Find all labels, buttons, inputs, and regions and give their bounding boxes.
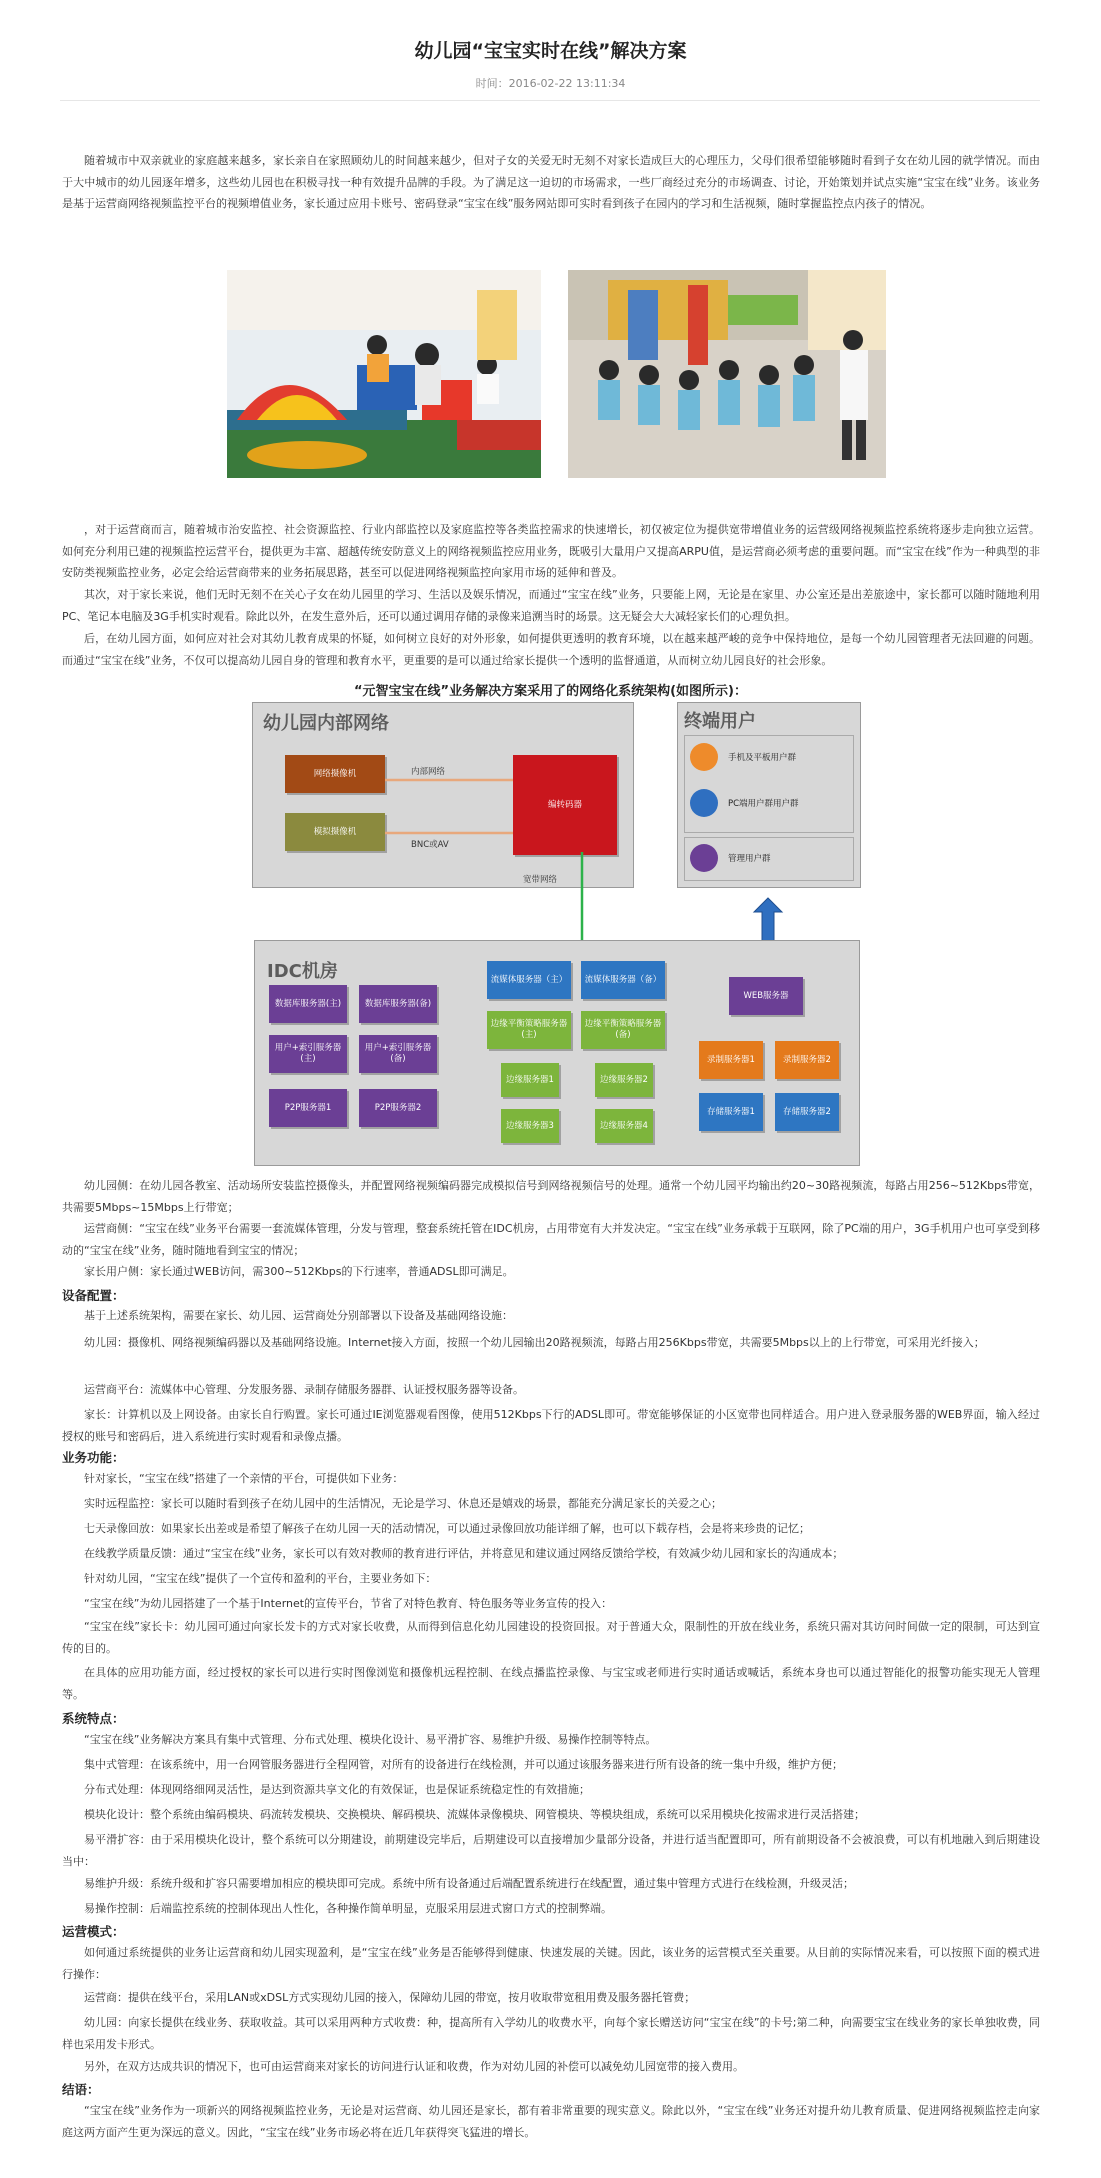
edge4-node: 边缘服务器4 — [595, 1109, 653, 1143]
edge2-node: 边缘服务器2 — [595, 1063, 653, 1097]
store1-node: 存储服务器1 — [699, 1093, 763, 1131]
wan-label: 宽带网络 — [523, 875, 558, 885]
operator-paragraph: ，对于运营商而言，随着城市治安监控、社会资源监控、行业内部监控以及家庭监控等各类监控需求的快速增长，初仅被定位为提供宽带增值业务的运营级网络视频监控系统将逐步走向独立运营。如何充分利用已建的视频监控运营平台，提供更为丰富、超越传统安防意义上的网络视频监控应用业务，既吸引大量用户又提高ARPU值，是运营商必须考虑的重要问题。而“宝宝在线”作为一种典型的非安防类视频监控业务，必定会给运营商带来的业务拓展思路，甚至可以促进网络视频监控向家用市场的延伸和普及。 — [62, 523, 1040, 579]
body-line: 家长用户侧：家长通过WEB访问，需300~512Kbps的下行速率，普通ADSL即可满足。 — [84, 1265, 514, 1278]
article-title: 幼儿园“宝宝实时在线”解决方案 — [414, 40, 687, 62]
lb-backup-node: 边缘平衡策略服务器(备) — [581, 1011, 665, 1049]
kindergarten-network-title: 幼儿园内部网络 — [263, 713, 389, 734]
p2p2-node: P2P服务器2 — [359, 1089, 437, 1127]
section-heading-functions: 业务功能： — [62, 1450, 125, 1465]
body-line: “宝宝在线”业务作为一项新兴的网络视频监控业务，无论是对运营商、幼儿园还是家长，都有着非常重要的现实意义。除此以外，“宝宝在线”业务还对提升幼儿教育质量、促进网络视频监控走向家庭这两方面产生更为深远的意义。因此，“宝宝在线”业务市场必将在近几年获得突飞猛进的增长。 — [62, 2104, 1040, 2139]
photo-outdoor-line — [568, 270, 886, 478]
pc-user-label: PC端用户群用户群 — [728, 799, 799, 809]
parent-paragraph: 其次，对于家长来说，他们无时无刻不在关心子女在幼儿园里的学习、生活以及娱乐情况，而通过“宝宝在线”业务，只要能上网，无论是在家里、办公室还是出差旅途中，家长都可以随时随地利用PC、笔记本电脑及3G手机实时观看。除此以外，在发生意外后，还可以通过调用存储的录像来追溯当时的场景。这无疑会大大减轻家长们的心理负担。 — [62, 588, 1040, 623]
web-server-node: WEB服务器 — [729, 977, 803, 1015]
architecture-diagram — [252, 702, 860, 1164]
publish-time: 时间：2016-02-22 13:11:34 — [475, 77, 626, 90]
body-line: “宝宝在线”业务解决方案具有集中式管理、分布式处理、模块化设计、易平滑扩容、易维护升级、易操作控制等特点。 — [84, 1733, 657, 1746]
body-line: 幼儿园侧：在幼儿园各教室、活动场所安装监控摄像头，并配置网络视频编码器完成模拟信号到网络视频信号的处理。通常一个幼儿园平均输出约20~30路视频流，每路占用256~512Kbps带宽，共需要5Mbps~15Mbps上行带宽； — [62, 1179, 1040, 1214]
body-line: 在线教学质量反馈：通过“宝宝在线”业务，家长可以有效对教师的教育进行评估，并将意见和建议通过网络反馈给学校，有效减少幼儿园和家长的沟通成本； — [84, 1547, 844, 1560]
body-line: 集中式管理：在该系统中，用一台网管服务器进行全程网管，对所有的设备进行在线检测，并可以通过该服务器来进行所有设备的统一集中升级，维护方便； — [84, 1758, 843, 1771]
diagram-caption: “元智宝宝在线”业务解决方案采用了的网络化系统架构(如图所示)： — [354, 684, 747, 699]
terminal-users-title: 终端用户 — [684, 711, 756, 732]
body-line: “宝宝在线”为幼儿园搭建了一个基于Internet的宣传平台，节省了对特色教育、特色服务等业务宣传的投入： — [84, 1597, 613, 1610]
edge1-node: 边缘服务器1 — [501, 1063, 559, 1097]
body-line: 如何通过系统提供的业务让运营商和幼儿园实现盈利，是“宝宝在线”业务是否能够得到健康、快速发展的关键。因此，该业务的运营模式至关重要。从目前的实际情况来看，可以按照下面的模式进行操作： — [62, 1946, 1040, 1981]
auth-backup-node: 用户+索引服务器(备) — [359, 1035, 437, 1073]
section-heading-operation: 运营模式： — [62, 1924, 125, 1939]
body-line: 七天录像回放：如果家长出差或是希望了解孩子在幼儿园一天的活动情况，可以通过录像回放功能详细了解，也可以下载存档，会是将来珍贵的记忆； — [84, 1522, 810, 1535]
photo-indoor-play — [227, 270, 541, 478]
body-line: 易操作控制：后端监控系统的控制体现出人性化，各种操作简单明显，克服采用层进式窗口方式的控制弊端。 — [84, 1902, 612, 1915]
admin-user-label: 管理用户群 — [728, 854, 771, 864]
body-line: 幼儿园：向家长提供在线业务、获取收益。其可以采用两种方式收费：种，提高所有入学幼儿的收费水平，向每个家长赠送访问“宝宝在线”的卡号;第二种，向需要宝宝在线业务的家长单独收费，同样也采用发卡形式。 — [62, 2016, 1040, 2051]
body-line: “宝宝在线”家长卡：幼儿园可通过向家长发卡的方式对家长收费，从而得到信息化幼儿园建设的投资回报。对于普通大众，限制性的开放在线业务，系统只需对其访问时间做一定的限制，可达到宣传的目的。 — [62, 1620, 1040, 1655]
body-line: 运营商平台：流媒体中心管理、分发服务器、录制存储服务器群、认证授权服务器等设备。 — [84, 1383, 524, 1396]
body-line: 幼儿园：摄像机、网络视频编码器以及基础网络设施。Internet接入方面，按照一个幼儿园输出20路视频流，每路占用256Kbps带宽，共需要5Mbps以上的上行带宽，可采用光纤接入； — [84, 1336, 985, 1349]
mobile-user-label: 手机及平板用户群 — [728, 753, 797, 763]
auth-main-node: 用户+索引服务器(主) — [269, 1035, 347, 1073]
edge3-node: 边缘服务器3 — [501, 1109, 559, 1143]
title-divider — [60, 100, 1040, 101]
db-backup-node: 数据库服务器(备) — [359, 985, 437, 1023]
idc-room-box — [254, 940, 860, 1166]
section-heading-conclusion: 结语： — [62, 2082, 100, 2097]
network-camera-node: 网络摄像机 — [285, 755, 385, 793]
store2-node: 存储服务器2 — [775, 1093, 839, 1131]
body-line: 易平滑扩容：由于采用模块化设计，整个系统可以分期建设，前期建设完毕后，后期建设可以直接增加少量部分设备，并进行适当配置即可，所有前期设备不会被浪费，可以有机地融入到后期建设当中： — [62, 1833, 1040, 1868]
body-line: 分布式处理：体现网络细网灵活性，是达到资源共享文化的有效保证，也是保证系统稳定性的有效措施； — [84, 1783, 590, 1796]
body-line: 基于上述系统架构，需要在家长、幼儿园、运营商处分别部署以下设备及基础网络设施： — [84, 1309, 513, 1322]
body-line: 易维护升级：系统升级和扩容只需要增加相应的模块即可完成。系统中所有设备通过后端配置系统进行在线配置，通过集中管理方式进行在线检测，升级灵活； — [84, 1877, 854, 1890]
p2p1-node: P2P服务器1 — [269, 1089, 347, 1127]
inner-network-label: 内部网络 — [411, 767, 446, 777]
analog-camera-node: 模拟摄像机 — [285, 813, 385, 851]
stream-backup-node: 流媒体服务器（备） — [581, 961, 665, 999]
body-line: 模块化设计：整个系统由编码模块、码流转发模块、交换模块、解码模块、流媒体录像模块、网管模块、等模块组成，系统可以采用模块化按需求进行灵活搭建； — [84, 1808, 865, 1821]
stream-main-node: 流媒体服务器（主） — [487, 961, 571, 999]
db-main-node: 数据库服务器(主) — [269, 985, 347, 1023]
rec1-node: 录制服务器1 — [699, 1041, 763, 1079]
body-line: 在具体的应用功能方面，经过授权的家长可以进行实时图像浏览和摄像机远程控制、在线点播监控录像、与宝宝或老师进行实时通话或喊话，系统本身也可以通过智能化的报警功能实现无人管理等。 — [62, 1666, 1040, 1701]
intro-paragraph: 随着城市中双亲就业的家庭越来越多，家长亲自在家照顾幼儿的时间越来越少，但对子女的关爱无时无刻不对家长造成巨大的心理压力，父母们很希望能够随时看到子女在幼儿园的就学情况。而由于大中城市的幼儿园逐年增多，这些幼儿园也在积极寻找一种有效提升品牌的手段。为了满足这一迫切的市场需求，一些厂商经过充分的市场调查、讨论，开始策划并试点实施“宝宝在线”业务。该业务是基于运营商网络视频监控平台的视频增值业务，家长通过应用卡账号、密码登录“宝宝在线”服务网站即可实时看到孩子在园内的学习和生活视频，随时掌握监控点内孩子的情况。 — [62, 154, 1040, 210]
encoder-node: 编转码器 — [513, 755, 617, 855]
rec2-node: 录制服务器2 — [775, 1041, 839, 1079]
kindergarten-paragraph: 后，在幼儿园方面，如何应对社会对其幼儿教育成果的怀疑，如何树立良好的对外形象，如何提供更透明的教育环境，以在越来越严峻的竞争中保持地位，是每一个幼儿园管理者无法回避的问题。而通过“宝宝在线”业务，不仅可以提高幼儿园自身的管理和教育水平，更重要的是可以通过给家长提供一个透明的监督通道，从而树立幼儿园良好的社会形象。 — [62, 632, 1040, 667]
body-line: 运营商侧：“宝宝在线”业务平台需要一套流媒体管理，分发与管理，整套系统托管在IDC机房，占用带宽有大并发决定。“宝宝在线”业务承载于互联网，除了PC端的用户，3G手机用户也可享受到移动的“宝宝在线”业务，随时随地看到宝宝的情况； — [62, 1222, 1040, 1257]
body-line: 运营商：提供在线平台，采用LAN或xDSL方式实现幼儿园的接入，保障幼儿园的带宽，按月收取带宽租用费及服务器托管费； — [84, 1991, 696, 2004]
idc-room-title: IDC机房 — [267, 961, 338, 982]
body-line: 家长：计算机以及上网设备。由家长自行购置。家长可通过IE浏览器观看图像，使用512Kbps下行的ADSL即可。带宽能够保证的小区宽带也同样适合。用户进入登录服务器的WEB界面，输入经过授权的账号和密码后，进入系统进行实时观看和录像点播。 — [62, 1408, 1040, 1443]
body-line: 针对家长，“宝宝在线”搭建了一个亲情的平台，可提供如下业务： — [84, 1472, 404, 1485]
bnc-av-label: BNC或AV — [411, 840, 449, 850]
section-heading-features: 系统特点： — [62, 1711, 125, 1726]
body-line: 针对幼儿园，“宝宝在线”提供了一个宣传和盈利的平台，主要业务如下： — [84, 1572, 437, 1585]
body-line: 另外，在双方达成共识的情况下，也可由运营商来对家长的访问进行认证和收费，作为对幼儿园的补偿可以减免幼儿园宽带的接入费用。 — [84, 2060, 744, 2073]
section-heading-equipment: 设备配置： — [62, 1288, 125, 1303]
lb-main-node: 边缘平衡策略服务器(主) — [487, 1011, 571, 1049]
body-line: 实时远程监控：家长可以随时看到孩子在幼儿园中的生活情况，无论是学习、休息还是嬉戏的场景，都能充分满足家长的关爱之心； — [84, 1497, 722, 1510]
